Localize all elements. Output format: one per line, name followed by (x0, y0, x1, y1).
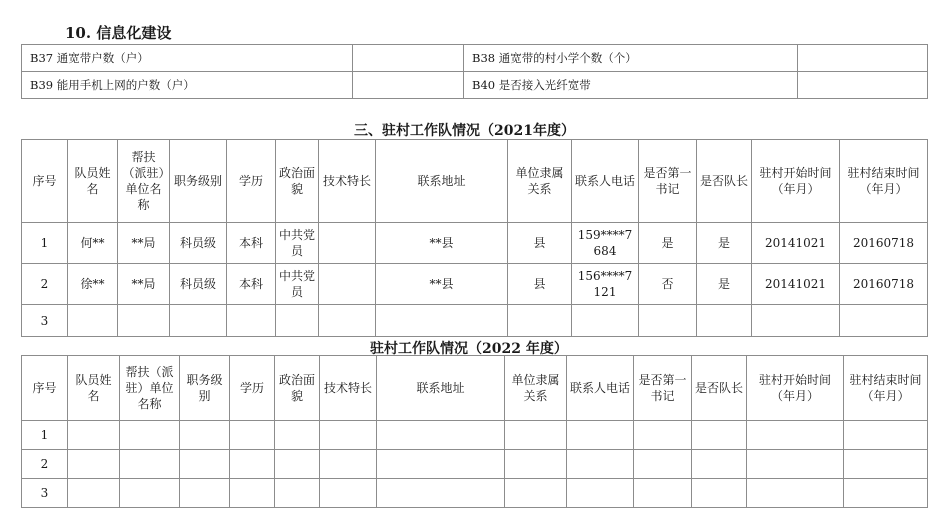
cell-rank: 科员级 (170, 264, 227, 305)
col-header-end: 驻村结束时间（年月） (840, 140, 928, 223)
section-10-title: 10. 信息化建设 (65, 24, 172, 42)
cell-leader[interactable] (692, 479, 747, 508)
team-2022-table (21, 355, 928, 508)
col-header-phone: 联系人电话 (572, 140, 639, 223)
cell-name[interactable] (68, 305, 118, 337)
cell-edu: 本科 (227, 264, 276, 305)
col-header-unit: 帮扶（派驻）单位名称 (120, 356, 180, 421)
cell-phone: 159****7684 (572, 223, 639, 264)
cell-first-secretary[interactable] (639, 305, 697, 337)
cell-no: 3 (22, 305, 68, 337)
cell-unit[interactable] (118, 305, 170, 337)
cell-first-secretary[interactable] (634, 479, 692, 508)
cell-edu[interactable] (230, 479, 275, 508)
col-header-party: 政治面貌 (275, 356, 320, 421)
col-header-phone: 联系人电话 (567, 356, 634, 421)
cell-rank[interactable] (180, 450, 230, 479)
cell-affiliation[interactable] (505, 421, 567, 450)
cell-edu[interactable] (230, 450, 275, 479)
cell-skill (319, 264, 376, 305)
table-row (22, 45, 928, 72)
col-header-address: 联系地址 (376, 140, 508, 223)
col-header-rank: 职务级别 (170, 140, 227, 223)
table-row (22, 305, 928, 337)
cell-address[interactable] (377, 421, 505, 450)
cell-end[interactable] (840, 305, 928, 337)
cell-name[interactable] (68, 479, 120, 508)
cell-address[interactable] (377, 479, 505, 508)
cell-affiliation[interactable] (505, 450, 567, 479)
cell-start[interactable] (752, 305, 840, 337)
cell-no: 1 (22, 223, 68, 264)
cell-skill[interactable] (320, 479, 377, 508)
col-header-party: 政治面貌 (276, 140, 319, 223)
cell-first-secretary: 否 (639, 264, 697, 305)
col-header-first-secretary: 是否第一书记 (639, 140, 697, 223)
cell-leader[interactable] (692, 450, 747, 479)
col-header-unit: 帮扶（派驻）单位名称 (118, 140, 170, 223)
col-header-edu: 学历 (230, 356, 275, 421)
col-header-edu: 学历 (227, 140, 276, 223)
cell-unit[interactable] (120, 450, 180, 479)
table-row (22, 479, 928, 508)
b38-value[interactable] (798, 45, 928, 72)
col-header-leader: 是否队长 (692, 356, 747, 421)
b39-label: B39 能用手机上网的户数（户） (22, 72, 353, 99)
col-header-no: 序号 (22, 140, 68, 223)
cell-party: 中共党员 (276, 264, 319, 305)
cell-address: **县 (376, 223, 508, 264)
col-header-start: 驻村开始时间（年月） (752, 140, 840, 223)
b37-label: B37 通宽带户数（户） (22, 45, 353, 72)
cell-party: 中共党员 (276, 223, 319, 264)
info-construction-table (21, 44, 928, 99)
cell-start[interactable] (747, 421, 844, 450)
cell-unit[interactable] (120, 479, 180, 508)
col-header-affiliation: 单位隶属关系 (505, 356, 567, 421)
cell-address[interactable] (376, 305, 508, 337)
col-header-skill: 技术特长 (319, 140, 376, 223)
table-row (22, 223, 928, 264)
cell-phone[interactable] (572, 305, 639, 337)
cell-phone[interactable] (567, 421, 634, 450)
col-header-first-secretary: 是否第一书记 (634, 356, 692, 421)
col-header-skill: 技术特长 (320, 356, 377, 421)
cell-no: 3 (22, 479, 68, 508)
cell-edu[interactable] (227, 305, 276, 337)
cell-start[interactable] (747, 450, 844, 479)
cell-phone[interactable] (567, 450, 634, 479)
cell-edu: 本科 (227, 223, 276, 264)
cell-end: 20160718 (840, 264, 928, 305)
col-header-end: 驻村结束时间（年月） (844, 356, 928, 421)
cell-affiliation: 县 (508, 264, 572, 305)
cell-end[interactable] (844, 450, 928, 479)
cell-affiliation[interactable] (505, 479, 567, 508)
col-header-name: 队员姓名 (68, 356, 120, 421)
team-2022-title: 驻村工作队情况（2022 年度） (370, 341, 568, 357)
col-header-leader: 是否队长 (697, 140, 752, 223)
cell-party[interactable] (276, 305, 319, 337)
col-header-rank: 职务级别 (180, 356, 230, 421)
cell-start[interactable] (747, 479, 844, 508)
b37-value[interactable] (353, 45, 464, 72)
col-header-start: 驻村开始时间（年月） (747, 356, 844, 421)
col-header-no: 序号 (22, 356, 68, 421)
b40-label: B40 是否接入光纤宽带 (464, 72, 798, 99)
table-row (22, 421, 928, 450)
col-header-address: 联系地址 (377, 356, 505, 421)
cell-rank[interactable] (170, 305, 227, 337)
cell-leader[interactable] (697, 305, 752, 337)
cell-name[interactable] (68, 421, 120, 450)
cell-phone[interactable] (567, 479, 634, 508)
b40-value[interactable] (798, 72, 928, 99)
cell-name: 何** (68, 223, 118, 264)
header-row (22, 356, 928, 421)
table-row (22, 72, 928, 99)
col-header-affiliation: 单位隶属关系 (508, 140, 572, 223)
cell-first-secretary: 是 (639, 223, 697, 264)
cell-rank[interactable] (180, 421, 230, 450)
cell-party[interactable] (275, 479, 320, 508)
cell-first-secretary[interactable] (634, 421, 692, 450)
cell-no: 2 (22, 450, 68, 479)
cell-start: 20141021 (752, 264, 840, 305)
cell-unit[interactable] (120, 421, 180, 450)
cell-affiliation: 县 (508, 223, 572, 264)
cell-skill (319, 223, 376, 264)
cell-party[interactable] (275, 450, 320, 479)
table-row (22, 264, 928, 305)
cell-rank[interactable] (180, 479, 230, 508)
cell-party[interactable] (275, 421, 320, 450)
cell-end[interactable] (844, 479, 928, 508)
cell-affiliation[interactable] (508, 305, 572, 337)
cell-phone: 156****7121 (572, 264, 639, 305)
cell-no: 2 (22, 264, 68, 305)
cell-leader[interactable] (692, 421, 747, 450)
cell-skill[interactable] (320, 450, 377, 479)
table-row (22, 450, 928, 479)
cell-start: 20141021 (752, 223, 840, 264)
col-header-name: 队员姓名 (68, 140, 118, 223)
cell-skill[interactable] (319, 305, 376, 337)
cell-end: 20160718 (840, 223, 928, 264)
b39-value[interactable] (353, 72, 464, 99)
header-row (22, 140, 928, 223)
cell-name: 徐** (68, 264, 118, 305)
team-2021-title: 三、驻村工作队情况（2021年度） (354, 123, 575, 139)
cell-unit: **局 (118, 264, 170, 305)
team-2021-table (21, 139, 928, 337)
b38-label: B38 通宽带的村小学个数（个） (464, 45, 798, 72)
cell-rank: 科员级 (170, 223, 227, 264)
cell-name[interactable] (68, 450, 120, 479)
cell-leader: 是 (697, 223, 752, 264)
cell-leader: 是 (697, 264, 752, 305)
cell-no: 1 (22, 421, 68, 450)
cell-skill[interactable] (320, 421, 377, 450)
cell-end[interactable] (844, 421, 928, 450)
cell-edu[interactable] (230, 421, 275, 450)
cell-address[interactable] (377, 450, 505, 479)
cell-address: **县 (376, 264, 508, 305)
cell-unit: **局 (118, 223, 170, 264)
cell-first-secretary[interactable] (634, 450, 692, 479)
